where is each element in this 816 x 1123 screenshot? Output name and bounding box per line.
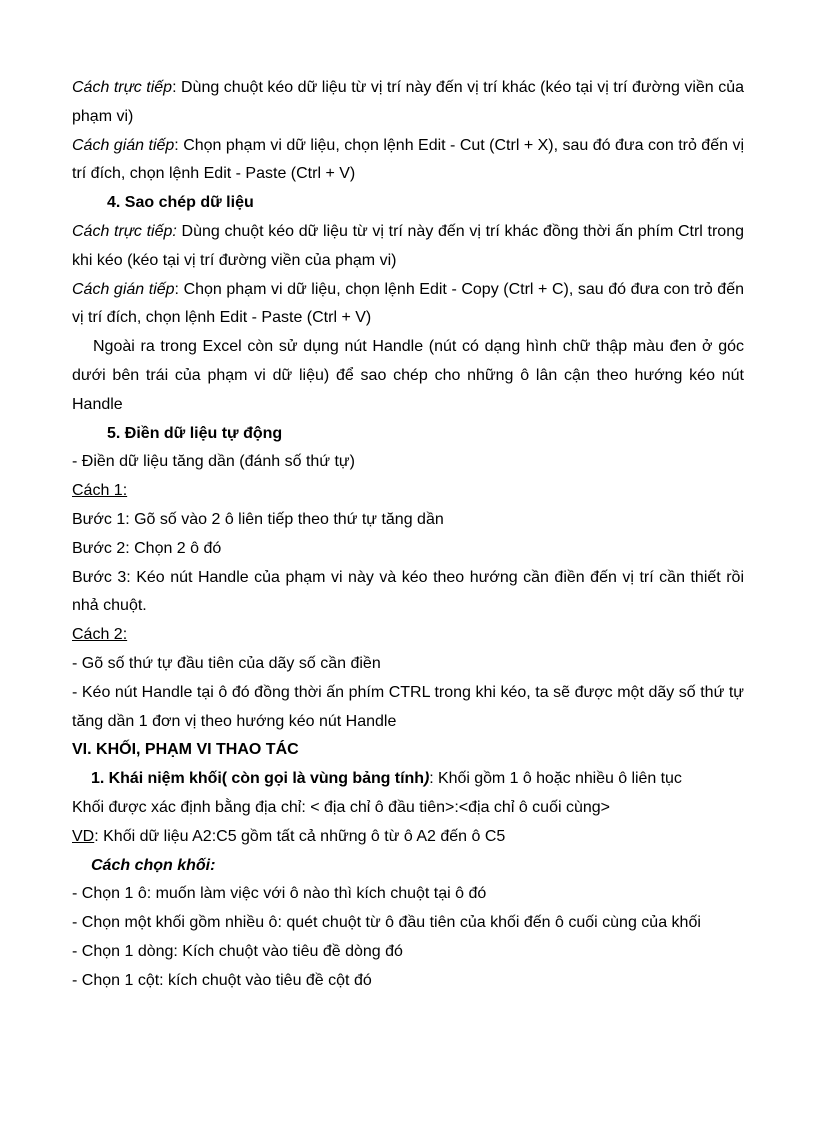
method2-label-line: [72, 621, 744, 650]
copy-direct-text: Dùng chuột kéo dữ liệu từ vị trí này đến vị trí khác đồng thời ấn phím Ctrl trong khi kéo (kéo tại vị trí đường viền của phạm vi): [72, 222, 745, 269]
block-concept-close: ): [423, 770, 430, 788]
select-cell-line: - Chọn 1 ô: muốn làm việc với ô nào thì kích chuột tại ô đó: [72, 885, 487, 903]
copy-indirect-text: : Chọn phạm vi dữ liệu, chọn lệnh Edit - Copy (Ctrl + C), sau đó đưa con trỏ đến vị trí đích, chọn lệnh Edit - Paste (Ctrl + V): [72, 280, 744, 327]
copy-indirect-paragraph: [72, 276, 744, 334]
move-direct-paragraph: [72, 74, 744, 132]
move-direct-text: : Dùng chuột kéo dữ liệu từ vị trí này đến vị trí khác (kéo tại vị trí đường viền của phạm vi): [72, 79, 745, 125]
example-line: [72, 823, 744, 852]
method1-label-line: [72, 477, 744, 506]
method2-step-a: - Gõ số thứ tự đầu tiên của dãy số cần điền: [72, 654, 381, 672]
select-range-paragraph: - Chọn một khối gồm nhiều ô: quét chuột từ ô đầu tiên của khối đến ô cuối cùng của khối: [72, 914, 701, 932]
block-concept-label: 1. Khái niệm khối( còn gọi là vùng bảng tính: [91, 770, 424, 788]
method1-label: Cách 1:: [72, 482, 128, 500]
step2-line: Bước 2: Chọn 2 ô đó: [72, 539, 222, 557]
select-row-line: - Chọn 1 dòng: Kích chuột vào tiêu đề dòng đó: [72, 942, 403, 960]
document-page: [72, 74, 744, 996]
step3-paragraph: Bước 3: Kéo nút Handle của phạm vi này và kéo theo hướng cần điền đến vị trí cần thiết rồi nhả chuột.: [72, 568, 744, 615]
move-indirect-label: Cách gián tiếp: [72, 136, 175, 154]
method2-step-b: - Kéo nút Handle tại ô đó đồng thời ấn phím CTRL trong khi kéo, ta sẽ được một dãy số thứ tự tăng dần 1 đơn vị theo hướng kéo nút Handle: [72, 683, 744, 730]
handle-note-paragraph: Ngoài ra trong Excel còn sử dụng nút Handle (nút có dạng hình chữ thập màu đen ở góc dưới bên trái của phạm vi dữ liệu) để sao chép cho những ô lân cận theo hướng kéo nút Handle: [72, 338, 744, 413]
example-label: VD: [72, 827, 95, 845]
autofill-heading: 5. Điền dữ liệu tự động: [107, 424, 283, 442]
autofill-intro: - Điền dữ liệu tăng dần (đánh số thứ tự): [72, 453, 355, 471]
section6-heading: VI. KHỐI, PHẠM VI THAO TÁC: [72, 741, 299, 759]
select-column-line: - Chọn 1 cột: kích chuột vào tiêu đề cột đó: [72, 971, 372, 989]
move-indirect-text: : Chọn phạm vi dữ liệu, chọn lệnh Edit - Cut (Ctrl + X), sau đó đưa con trỏ đến vị trí đích, chọn lệnh Edit - Paste (Ctrl + V): [72, 136, 744, 183]
block-concept-line: [72, 765, 744, 794]
move-direct-label: Cách trực tiếp: [72, 79, 173, 96]
example-text: : Khối dữ liệu A2:C5 gồm tất cả những ô từ ô A2 đến ô C5: [94, 827, 506, 845]
copy-indirect-label: Cách gián tiếp: [72, 280, 175, 298]
method2-label: Cách 2:: [72, 626, 128, 644]
block-address-line: Khối được xác định bằng địa chỉ: < địa chỉ ô đầu tiên>:<địa chỉ ô cuối cùng>: [72, 798, 611, 816]
copy-direct-paragraph: [72, 218, 744, 276]
copy-direct-label: Cách trực tiếp:: [72, 222, 177, 240]
step1-line: Bước 1: Gõ số vào 2 ô liên tiếp theo thứ tự tăng dần: [72, 510, 444, 528]
block-concept-text: : Khối gồm 1 ô hoặc nhiều ô liên tục: [429, 770, 682, 788]
select-block-heading: Cách chọn khối:: [91, 856, 216, 874]
move-indirect-paragraph: [72, 132, 744, 190]
copy-heading: 4. Sao chép dữ liệu: [107, 194, 254, 212]
